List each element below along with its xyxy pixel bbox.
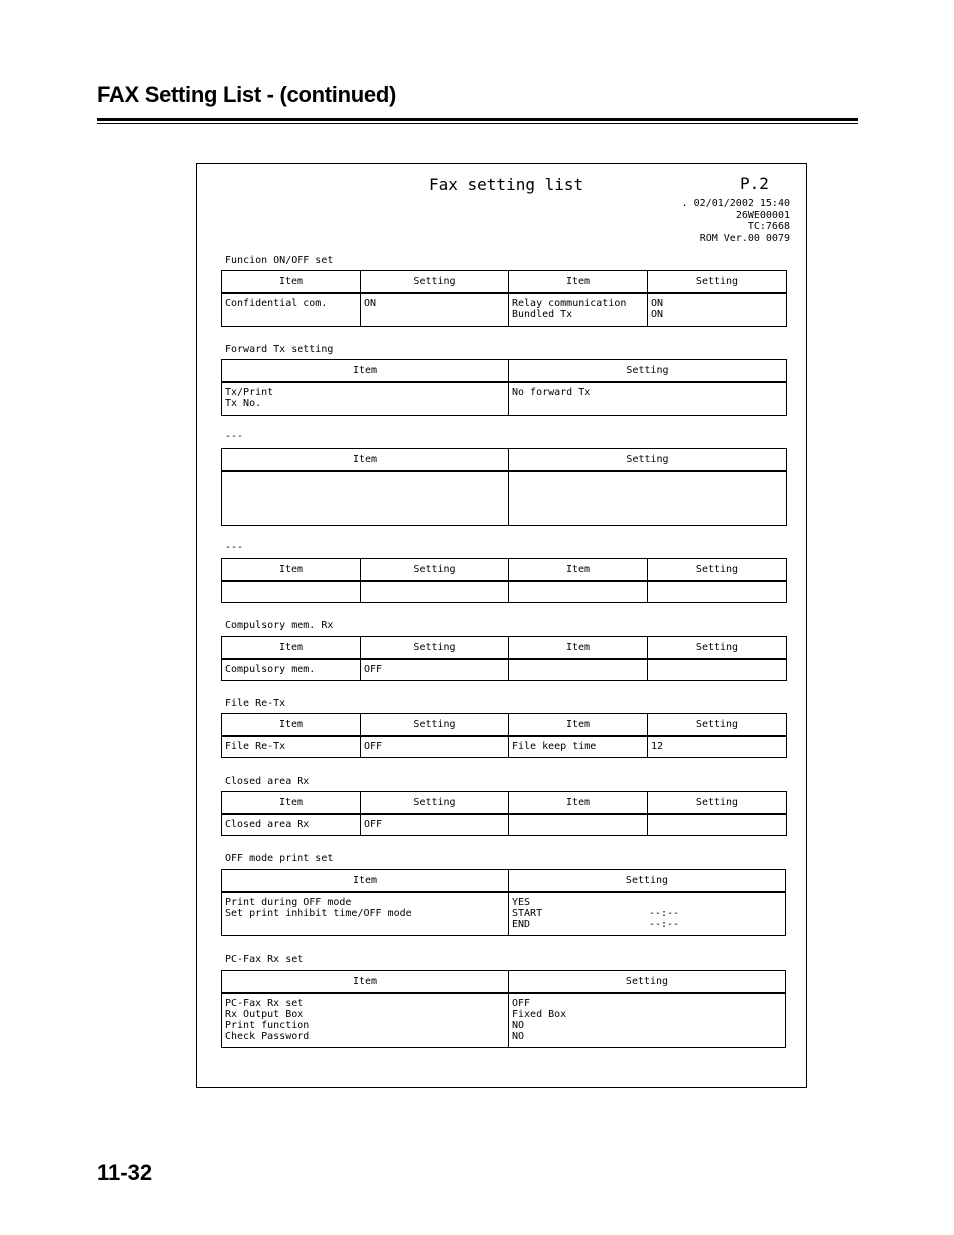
table-row	[222, 993, 786, 1047]
item-value: Print function	[225, 1020, 310, 1031]
item-cell	[222, 581, 361, 602]
sheet-id: 26WE00001	[735, 209, 790, 221]
file-retx-table	[221, 713, 787, 758]
sheet-tc: TC:7668	[747, 221, 790, 233]
setting-cell	[509, 382, 787, 415]
off-mode-table	[221, 869, 786, 936]
column-header: Item	[509, 559, 648, 582]
table-header-row	[222, 271, 787, 294]
column-header: Item	[509, 637, 648, 660]
setting-value: NO	[512, 1020, 525, 1031]
item-value: Closed area Rx	[225, 819, 310, 830]
table-header-row	[222, 714, 787, 737]
column-header: Setting	[361, 792, 509, 815]
column-header: Setting	[648, 637, 787, 660]
setting-cell	[361, 736, 509, 757]
item-cell	[222, 293, 361, 326]
item-value: Rx Output Box	[225, 1009, 304, 1020]
table-header-row	[222, 360, 787, 383]
column-header: Item	[222, 792, 361, 815]
pcfax-table	[221, 970, 786, 1048]
title-rule-thin	[97, 123, 858, 124]
item-cell	[222, 471, 509, 525]
blank-four-column-table	[221, 558, 787, 603]
table-header-row	[222, 971, 786, 994]
item-value: File Re-Tx	[225, 741, 286, 752]
column-header: Item	[509, 792, 648, 815]
title-rule	[97, 118, 858, 121]
item-cell	[509, 293, 648, 326]
column-header: Setting	[509, 449, 787, 472]
section-label-blank: ---	[225, 542, 244, 553]
start-time: --:--	[649, 908, 680, 919]
section-label-off-mode: OFF mode print set	[225, 853, 334, 864]
section-label-compulsory: Compulsory mem. Rx	[225, 620, 334, 631]
section-label-closed-area: Closed area Rx	[225, 776, 310, 787]
table-row	[222, 659, 787, 680]
setting-value: NO	[512, 1031, 525, 1042]
column-header: Item	[222, 271, 361, 294]
table-row	[222, 581, 787, 602]
column-header: Item	[222, 449, 509, 472]
section-label-blank: ---	[225, 431, 244, 442]
section-label-pcfax: PC-Fax Rx set	[225, 954, 304, 965]
column-header: Setting	[509, 870, 786, 893]
table-row	[222, 892, 786, 935]
item-value: Print during OFF mode	[225, 897, 352, 908]
column-header: Item	[222, 714, 361, 737]
item-value: Relay communication	[512, 298, 627, 309]
item-cell	[222, 892, 509, 935]
item-value: Confidential com.	[225, 298, 328, 309]
setting-cell	[648, 581, 787, 602]
setting-cell	[648, 736, 787, 757]
table-header-row	[222, 449, 787, 472]
table-row	[222, 382, 787, 415]
item-value: Tx No.	[225, 398, 262, 409]
item-cell	[509, 581, 648, 602]
setting-value: ON	[364, 298, 377, 309]
column-header: Item	[509, 271, 648, 294]
column-header: Item	[222, 971, 509, 994]
end-time: --:--	[649, 919, 680, 930]
table-header-row	[222, 559, 787, 582]
setting-cell	[509, 471, 787, 525]
setting-value: 12	[651, 741, 664, 752]
forward-tx-table	[221, 359, 787, 416]
setting-cell	[361, 814, 509, 835]
setting-value	[512, 919, 782, 930]
setting-cell	[361, 659, 509, 680]
item-value: Compulsory mem.	[225, 664, 316, 675]
setting-value: No forward Tx	[512, 387, 591, 398]
item-value: Check Password	[225, 1031, 310, 1042]
column-header: Setting	[648, 271, 787, 294]
setting-value: YES	[512, 897, 531, 908]
item-value: File keep time	[512, 741, 597, 752]
column-header: Setting	[509, 971, 786, 994]
column-header: Setting	[648, 714, 787, 737]
column-header: Setting	[648, 792, 787, 815]
setting-cell	[361, 293, 509, 326]
section-label-file-retx: File Re-Tx	[225, 698, 286, 709]
table-row	[222, 293, 787, 326]
column-header: Setting	[648, 559, 787, 582]
setting-value: OFF	[364, 819, 383, 830]
table-header-row	[222, 637, 787, 660]
sheet-info	[682, 198, 790, 245]
column-header: Setting	[361, 637, 509, 660]
setting-cell	[648, 659, 787, 680]
setting-value: Fixed Box	[512, 1009, 567, 1020]
setting-cell	[648, 814, 787, 835]
item-cell	[222, 814, 361, 835]
item-value: PC-Fax Rx set	[225, 998, 304, 1009]
item-cell	[509, 659, 648, 680]
page-number: 11-32	[97, 1160, 153, 1185]
item-cell	[509, 736, 648, 757]
compulsory-table	[221, 636, 787, 681]
setting-cell	[509, 993, 786, 1047]
section-label-forward-tx: Forward Tx setting	[225, 344, 334, 355]
start-label: START	[512, 908, 543, 919]
column-header: Setting	[361, 271, 509, 294]
setting-value: OFF	[364, 664, 383, 675]
setting-value: ON	[651, 309, 664, 320]
item-value: Tx/Print	[225, 387, 274, 398]
item-cell	[222, 659, 361, 680]
sheet-page-number: P.2	[740, 174, 769, 193]
section-label-function-onoff: Funcion ON/OFF set	[225, 255, 334, 266]
table-header-row	[222, 870, 786, 893]
setting-value: OFF	[512, 998, 531, 1009]
sheet-rom-version: ROM Ver.00 0079	[699, 233, 790, 245]
setting-value: OFF	[364, 741, 383, 752]
item-value: Bundled Tx	[512, 309, 573, 320]
item-cell	[222, 736, 361, 757]
setting-cell	[509, 892, 786, 935]
setting-cell	[648, 293, 787, 326]
blank-two-column-table	[221, 448, 787, 526]
column-header: Item	[222, 870, 509, 893]
column-header: Setting	[361, 559, 509, 582]
item-cell	[222, 993, 509, 1047]
closed-area-table	[221, 791, 787, 836]
sheet-title: Fax setting list	[429, 175, 584, 194]
fax-setting-sheet	[196, 163, 807, 1088]
item-cell	[222, 382, 509, 415]
setting-value: ON	[651, 298, 664, 309]
item-cell	[509, 814, 648, 835]
sheet-date: . 02/01/2002 15:40	[681, 198, 790, 209]
column-header: Item	[222, 559, 361, 582]
setting-cell	[361, 581, 509, 602]
end-label: END	[512, 919, 531, 930]
function-onoff-table	[221, 270, 787, 327]
item-value: Set print inhibit time/OFF mode	[225, 908, 412, 919]
table-row	[222, 736, 787, 757]
column-header: Setting	[509, 360, 787, 383]
setting-value	[512, 908, 782, 919]
column-header: Setting	[361, 714, 509, 737]
table-row	[222, 471, 787, 525]
table-header-row	[222, 792, 787, 815]
column-header: Item	[222, 360, 509, 383]
table-row	[222, 814, 787, 835]
page-title: FAX Setting List - (continued)	[97, 82, 396, 107]
column-header: Item	[509, 714, 648, 737]
column-header: Item	[222, 637, 361, 660]
